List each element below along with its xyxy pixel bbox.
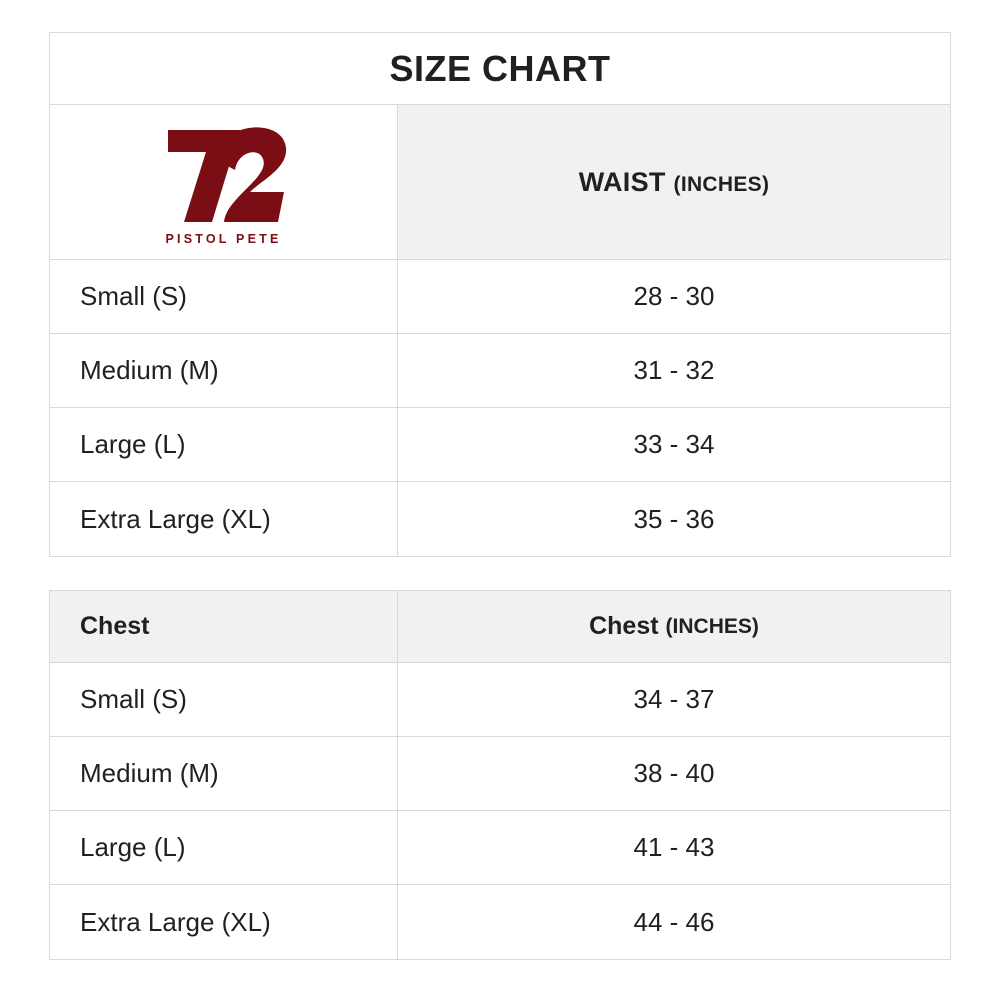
chest-header-unit: (INCHES): [665, 614, 759, 638]
waist-header-cell: [398, 105, 950, 259]
size-label: Small (S): [50, 663, 398, 736]
waist-value: 31 - 32: [633, 355, 715, 385]
table-row: [50, 260, 950, 334]
chest-value: 41 - 43: [633, 832, 715, 862]
size-label: Medium (M): [50, 737, 398, 810]
waist-header-label: [579, 167, 770, 198]
table-row: [50, 811, 950, 885]
size-label: Medium (M): [50, 334, 398, 407]
chest-header-measure: Chest: [589, 612, 659, 640]
page-title: SIZE CHART: [389, 47, 611, 89]
table-row: [50, 885, 950, 959]
waist-size-table: [49, 32, 951, 557]
chest-header-row: [50, 591, 950, 663]
table-row: [50, 663, 950, 737]
table-row: [50, 482, 950, 556]
table-row: [50, 408, 950, 482]
size-label: Large (L): [50, 811, 398, 884]
table-row: [50, 737, 950, 811]
waist-header-measure: WAIST: [578, 166, 666, 197]
chest-value: 38 - 40: [633, 758, 715, 788]
size-label: Extra Large (XL): [50, 885, 398, 959]
avatar: [158, 118, 290, 246]
chart-title-row: [50, 33, 950, 105]
size-label: Small (S): [50, 260, 398, 333]
pistol-pete-p2-logo-icon: [158, 118, 290, 226]
chest-value: 44 - 46: [633, 906, 715, 937]
table-row: [50, 334, 950, 408]
chest-size-table: [49, 590, 951, 960]
size-label: Large (L): [50, 408, 398, 481]
waist-header-unit: (INCHES): [673, 172, 770, 196]
brand-wordmark: PISTOL PETE: [165, 232, 282, 246]
chest-header-left-label: Chest: [50, 591, 398, 662]
waist-value: 33 - 34: [633, 429, 715, 459]
waist-value: 35 - 36: [633, 503, 715, 534]
waist-value: 28 - 30: [633, 281, 715, 311]
chest-header-cell: [398, 591, 950, 662]
brand-logo-cell: [50, 105, 398, 259]
size-label: Extra Large (XL): [50, 482, 398, 556]
chest-value: 34 - 37: [633, 684, 715, 714]
waist-header-row: [50, 105, 950, 260]
